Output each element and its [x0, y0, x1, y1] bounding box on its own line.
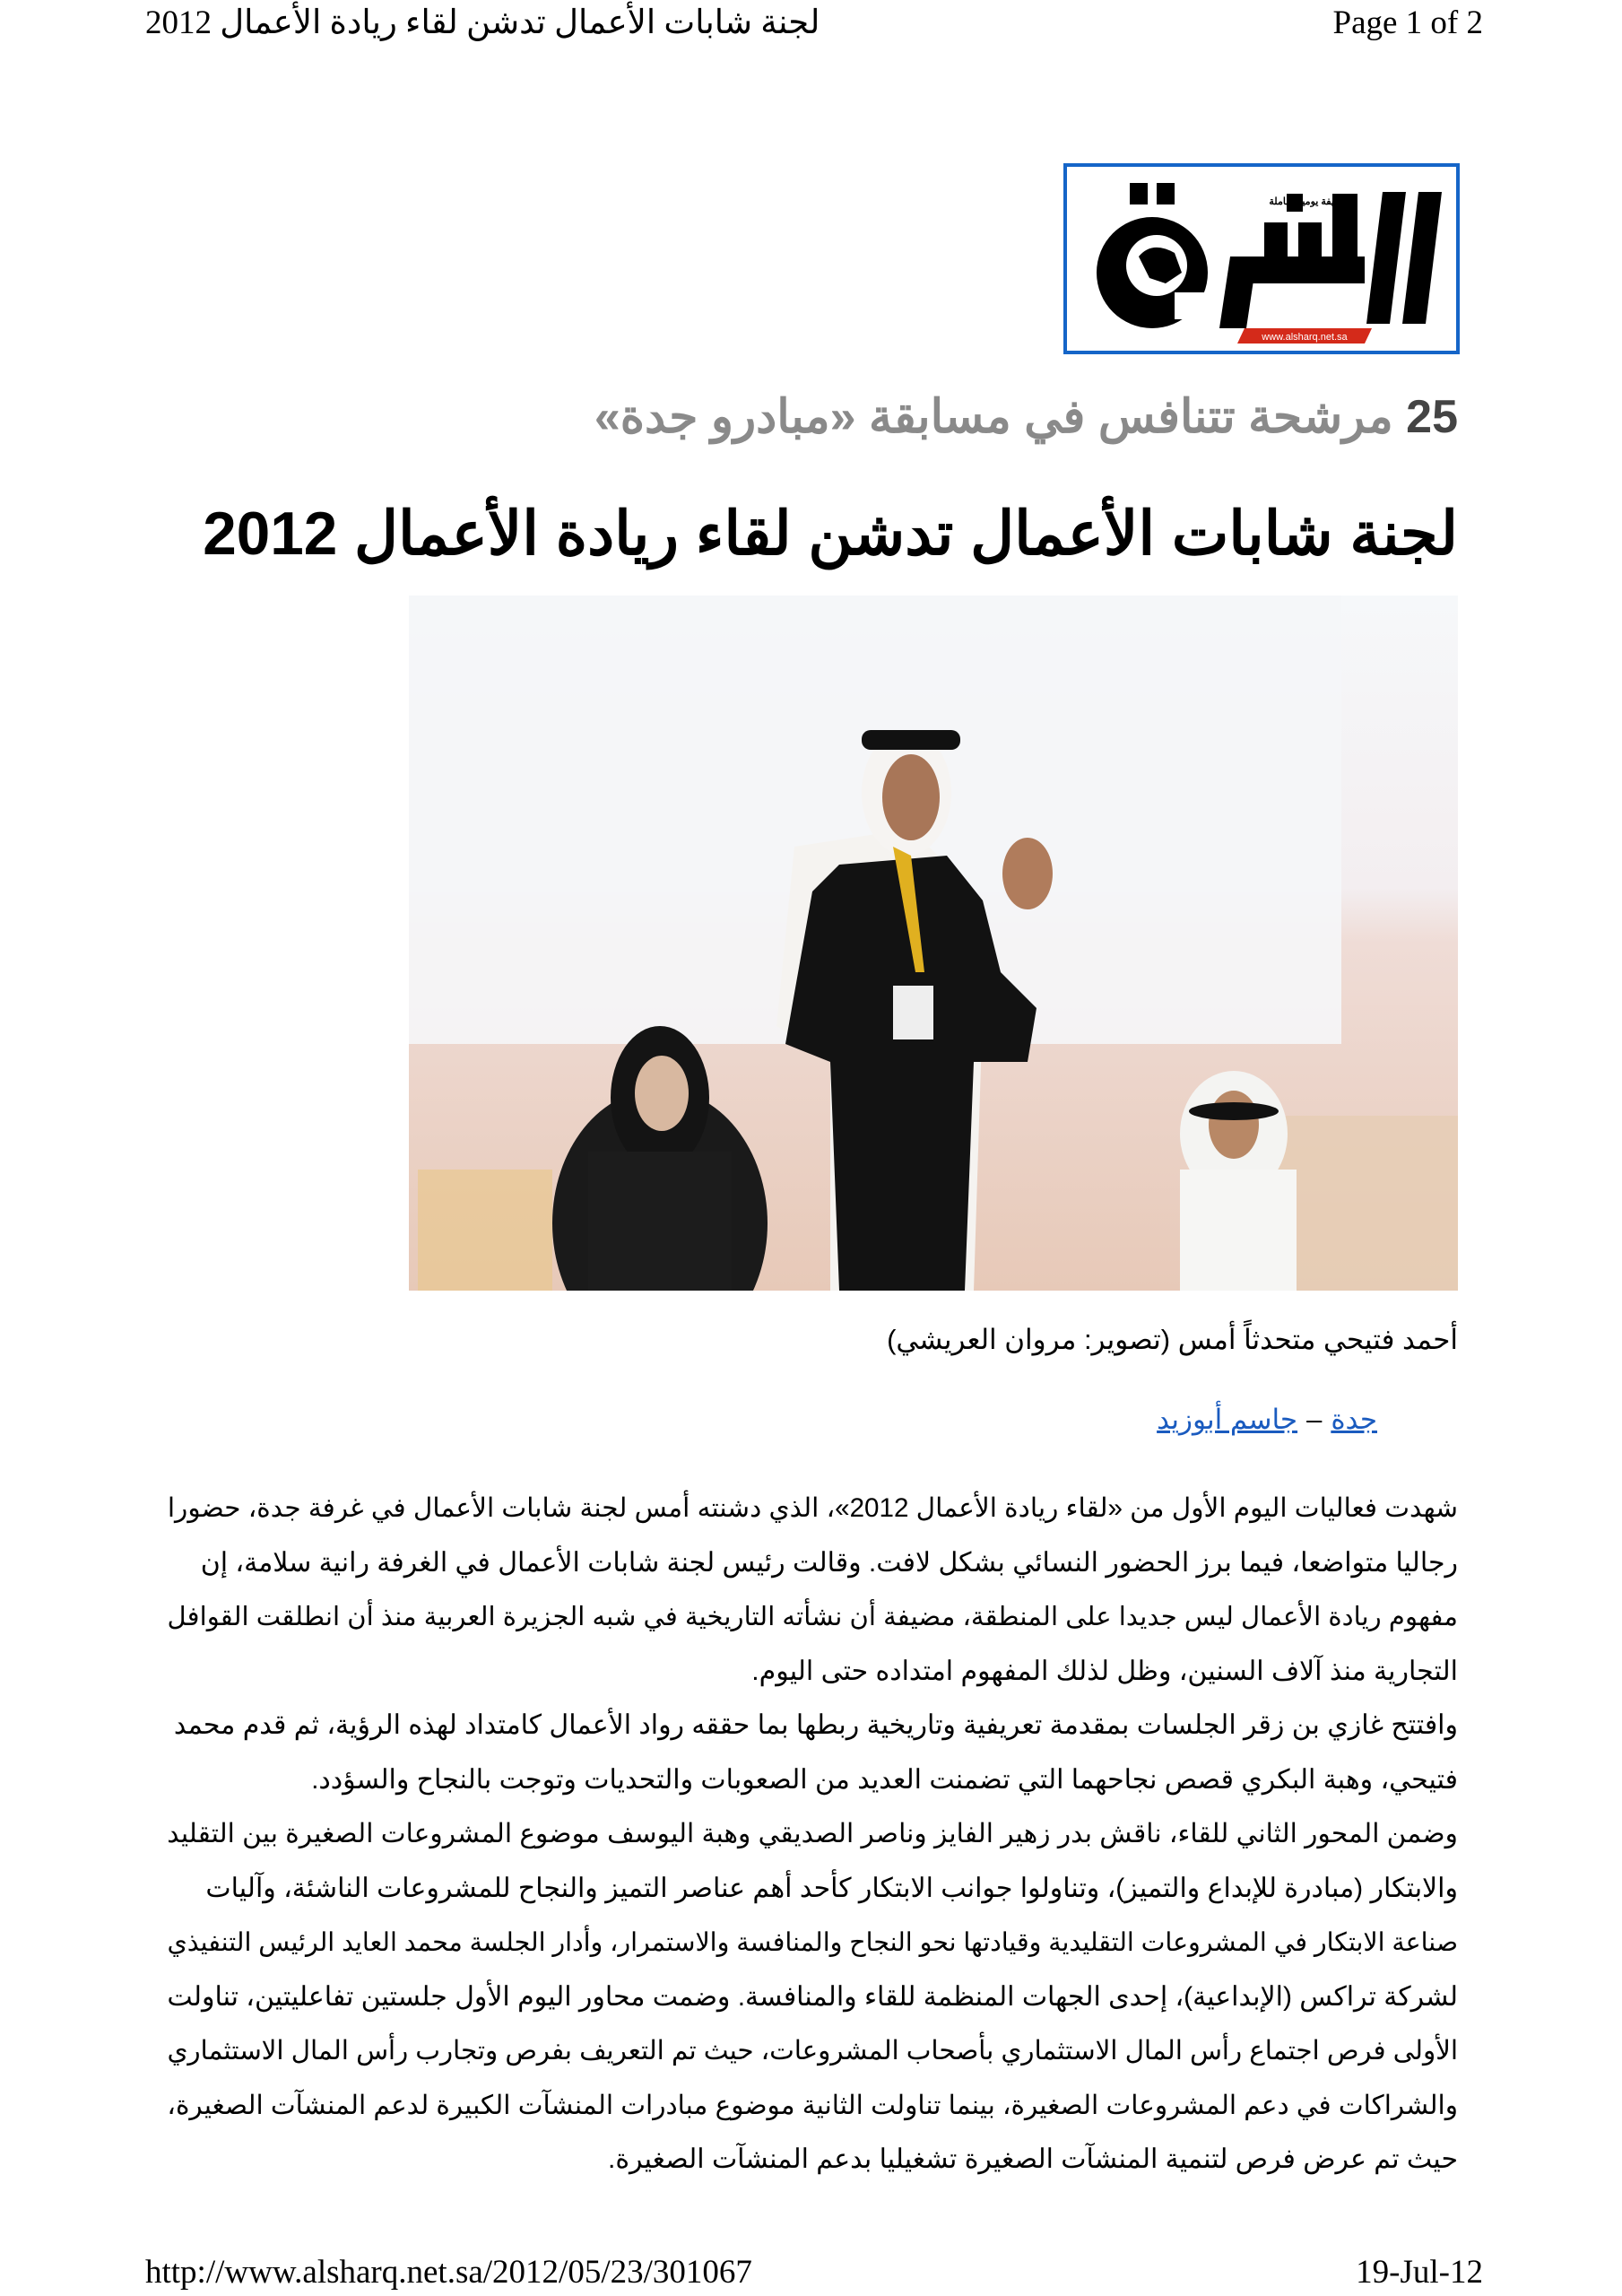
body-line: رجاليا متواضعا، فيما برز الحضور النسائي بشكل لافت. وقالت رئيس لجنة شابات الأعمال في الغرفة رانية سلامة، إن — [200, 1547, 1458, 1578]
logo-graphic — [1067, 167, 1456, 351]
byline-separator: – — [1306, 1404, 1323, 1435]
logo-url: www.alsharq.net.sa — [1262, 332, 1348, 343]
byline-city-link[interactable]: جدة — [1331, 1404, 1377, 1435]
alsharq-logo — [1063, 163, 1460, 354]
body-line: لشركة تراكس (الإبداعية)، إحدى الجهات المنظمة للقاء والمنافسة. وضمت محاور اليوم الأول جلستين تفاعليتين، تناولت — [167, 1981, 1458, 2012]
print-footer-date: 19-Jul-12 — [1356, 2254, 1483, 2291]
article-photo — [409, 596, 1458, 1291]
byline-author-link[interactable]: جاسم أبوزيد — [1157, 1404, 1298, 1435]
body-line: شهدت فعاليات اليوم الأول من «لقاء ريادة الأعمال 2012»، الذي دشنته أمس لجنة شابات الأعمال في غرفة جدة، حضورا — [167, 1493, 1458, 1523]
print-footer-url: http://www.alsharq.net.sa/2012/05/23/301067 — [145, 2254, 752, 2291]
article-body — [167, 1482, 1458, 2187]
kicker-number: 25 — [1406, 391, 1458, 443]
logo-tagline: صحيفة يومية شاملة — [1269, 196, 1349, 207]
body-line: صناعة الابتكار في المشروعات التقليدية وقيادتها نحو النجاح والمنافسة والاستمرار، وأدار الجلسة محمد العايد الرئيس التنفيذي — [167, 1928, 1458, 1957]
print-header-title: لجنة شابات الأعمال تدشن لقاء ريادة الأعمال 2012 — [145, 4, 820, 41]
body-line: وضمن المحور الثاني للقاء، ناقش بدر زهير الفايز وناصر الصديقي وهبة اليوسف موضوع المشروعات الصغيرة بين التقليد — [167, 1819, 1458, 1848]
body-line: التجارية منذ آلاف السنين، وظل لذلك المفهوم امتداده حتى اليوم. — [751, 1656, 1458, 1686]
body-line: والشراكات في دعم المشروعات الصغيرة، بينما تناولت الثانية موضوع مبادرات المنشآت الكبيرة لدعم المنشآت الصغيرة، — [167, 2090, 1458, 2120]
body-line: الأولى فرص اجتماع رأس المال الاستثماري بأصحاب المشروعات، حيث تم التعريف بفرص وتجارب رأس المال الاستثماري — [167, 2036, 1458, 2066]
photo-caption: أحمد فتيحي متحدثاً أمس (تصوير: مروان العريشي) — [887, 1324, 1458, 1355]
photo-scene — [409, 596, 1458, 1291]
kicker-text: مرشحة تتنافس في مسابقة «مبادرو جدة» — [594, 391, 1393, 443]
body-line: والابتكار (مبادرة للإبداع والتميز)، وتناولوا جوانب الابتكار كأحد أهم عناصر التميز والنجاح للمشروعات الناشئة، وآليات — [205, 1873, 1458, 1903]
body-line: حيث تم عرض فرص لتنمية المنشآت الصغيرة تشغيليا بدعم المنشآت الصغيرة. — [607, 2144, 1458, 2174]
body-line: وافتتح غازي بن زقر الجلسات بمقدمة تعريفية وتاريخية ربطها بما حققه رواد الأعمال كامتداد لهذه الرؤية، ثم قدم محمد — [173, 1710, 1458, 1740]
article-kicker — [292, 386, 1458, 448]
body-line: فتيحي، وهبة البكري قصص نجاحهما التي تضمنت العديد من الصعوبات والتحديات وتوجت بالنجاح والسؤدد. — [311, 1764, 1458, 1795]
article-headline: لجنة شابات الأعمال تدشن لقاء ريادة الأعمال 2012 — [203, 500, 1458, 568]
page-indicator: Page 1 of 2 — [1332, 4, 1483, 41]
byline — [1157, 1400, 1377, 1439]
body-line: مفهوم ريادة الأعمال ليس جديدا على المنطقة، مضيفة أن نشأته التاريخية في شبه الجزيرة العربية منذ أن انطلقت القوافل — [167, 1603, 1458, 1631]
